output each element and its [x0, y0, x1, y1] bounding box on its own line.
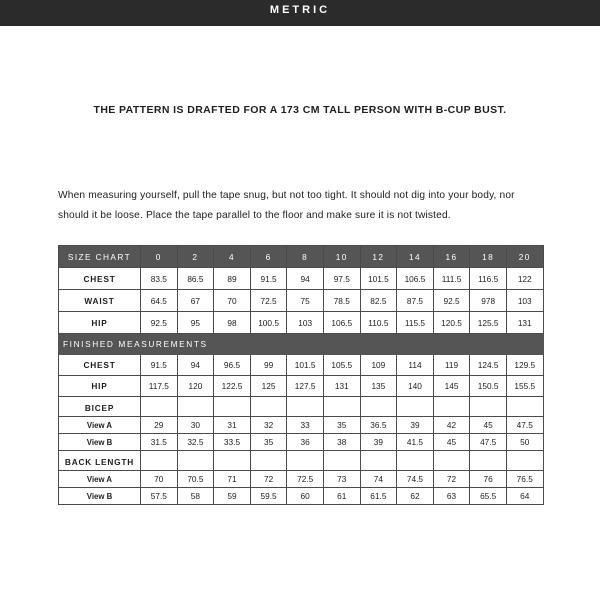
table-cell: 47.5: [506, 417, 543, 434]
table-cell: 120: [177, 376, 214, 397]
table-cell: 122: [506, 268, 543, 290]
table-cell: 72: [250, 471, 287, 488]
size-header: 16: [433, 246, 470, 268]
table-cell: 67: [177, 290, 214, 312]
table-cell: 97.5: [323, 268, 360, 290]
table-cell: 45: [470, 417, 507, 434]
size-header: 8: [287, 246, 324, 268]
bicep-view-a-row: [59, 417, 544, 434]
table-cell: 89: [214, 268, 251, 290]
table-cell: 33: [287, 417, 324, 434]
table-cell: 61: [323, 488, 360, 505]
row-label: View B: [59, 488, 141, 505]
table-cell: 76: [470, 471, 507, 488]
instructions-line-2: should it be loose. Place the tape parallel to the floor and make sure it is not twisted.: [58, 210, 451, 221]
table-cell: 32: [250, 417, 287, 434]
table-cell: 76.5: [506, 471, 543, 488]
table-cell: 47.5: [470, 434, 507, 451]
table-cell: 131: [506, 312, 543, 334]
table-cell: 59: [214, 488, 251, 505]
finished-hip-row: [59, 376, 544, 397]
table-cell: 57.5: [141, 488, 178, 505]
table-cell: 61.5: [360, 488, 397, 505]
table-cell: 109: [360, 355, 397, 376]
bicep-group-row: [59, 397, 544, 417]
size-chart-header-label: SIZE CHART: [59, 246, 141, 268]
table-cell: 94: [287, 268, 324, 290]
row-label: CHEST: [59, 355, 141, 376]
table-cell: 101.5: [360, 268, 397, 290]
table-cell: 110.5: [360, 312, 397, 334]
size-header: 18: [470, 246, 507, 268]
back-length-view-b-row: [59, 488, 544, 505]
table-cell: 106.5: [323, 312, 360, 334]
table-cell: 98: [214, 312, 251, 334]
table-cell: 32.5: [177, 434, 214, 451]
table-cell: 96.5: [214, 355, 251, 376]
table-cell: 70: [214, 290, 251, 312]
bicep-view-b-row: [59, 434, 544, 451]
table-cell: 106.5: [397, 268, 434, 290]
finished-chest-row: [59, 355, 544, 376]
page-title: METRIC: [269, 4, 331, 16]
size-chart-table: [58, 245, 544, 505]
table-cell: 86.5: [177, 268, 214, 290]
table-cell: 50: [506, 434, 543, 451]
size-header: 12: [360, 246, 397, 268]
table-cell: 92.5: [433, 290, 470, 312]
table-cell: 91.5: [141, 355, 178, 376]
table-cell: 119: [433, 355, 470, 376]
table-cell: 150.5: [470, 376, 507, 397]
table-cell: 125.5: [470, 312, 507, 334]
size-header: 0: [141, 246, 178, 268]
table-cell: 62: [397, 488, 434, 505]
table-cell: 73: [323, 471, 360, 488]
table-cell: 116.5: [470, 268, 507, 290]
table-cell: 74: [360, 471, 397, 488]
row-label: BICEP: [59, 397, 141, 417]
table-cell: 35: [323, 417, 360, 434]
table-cell: 60: [287, 488, 324, 505]
table-cell: 36: [287, 434, 324, 451]
instructions-line-1: When measuring yourself, pull the tape snug, but not too tight. It should not dig into your body, nor: [58, 190, 515, 201]
table-cell: 95: [177, 312, 214, 334]
table-cell: 140: [397, 376, 434, 397]
size-header: 4: [214, 246, 251, 268]
table-cell: 75: [287, 290, 324, 312]
table-cell: 41.5: [397, 434, 434, 451]
back-length-group-row: [59, 451, 544, 471]
table-cell: 42: [433, 417, 470, 434]
table-cell: 39: [360, 434, 397, 451]
size-header: 20: [506, 246, 543, 268]
finished-section-row: [59, 334, 544, 355]
table-cell: 33.5: [214, 434, 251, 451]
table-cell: 36.5: [360, 417, 397, 434]
table-cell: 94: [177, 355, 214, 376]
table-cell: 39: [397, 417, 434, 434]
table-cell: 63: [433, 488, 470, 505]
table-cell: 45: [433, 434, 470, 451]
size-header: 10: [323, 246, 360, 268]
table-cell: 38: [323, 434, 360, 451]
size-header-row: [59, 246, 544, 268]
table-cell: 100.5: [250, 312, 287, 334]
pattern-headline: THE PATTERN IS DRAFTED FOR A 173 CM TALL PERSON WITH B-CUP BUST.: [93, 104, 507, 116]
table-cell: 31.5: [141, 434, 178, 451]
body-hip-row: [59, 312, 544, 334]
table-cell: 127.5: [287, 376, 324, 397]
row-label: CHEST: [59, 268, 141, 290]
table-cell: 58: [177, 488, 214, 505]
table-cell: 30: [177, 417, 214, 434]
table-cell: 72: [433, 471, 470, 488]
table-cell: 125: [250, 376, 287, 397]
table-cell: 29: [141, 417, 178, 434]
table-cell: 145: [433, 376, 470, 397]
row-label: HIP: [59, 376, 141, 397]
size-header: 2: [177, 246, 214, 268]
table-cell: 83.5: [141, 268, 178, 290]
table-cell: 82.5: [360, 290, 397, 312]
table-cell: 105.5: [323, 355, 360, 376]
table-cell: 91.5: [250, 268, 287, 290]
row-label: WAIST: [59, 290, 141, 312]
table-cell: 131: [323, 376, 360, 397]
table-cell: 101.5: [287, 355, 324, 376]
row-label: View B: [59, 434, 141, 451]
table-cell: 59.5: [250, 488, 287, 505]
size-header: 6: [250, 246, 287, 268]
table-cell: 124.5: [470, 355, 507, 376]
row-label: BACK LENGTH: [59, 451, 141, 471]
table-cell: 99: [250, 355, 287, 376]
table-cell: 103: [506, 290, 543, 312]
row-label: HIP: [59, 312, 141, 334]
table-cell: 155.5: [506, 376, 543, 397]
row-label: View A: [59, 471, 141, 488]
table-cell: 71: [214, 471, 251, 488]
table-cell: 103: [287, 312, 324, 334]
row-label: View A: [59, 417, 141, 434]
table-cell: 92.5: [141, 312, 178, 334]
table-cell: 111.5: [433, 268, 470, 290]
table-cell: 114: [397, 355, 434, 376]
table-cell: 72.5: [287, 471, 324, 488]
table-cell: 87.5: [397, 290, 434, 312]
table-cell: 978: [470, 290, 507, 312]
table-cell: 78.5: [323, 290, 360, 312]
back-length-view-a-row: [59, 471, 544, 488]
table-cell: 115.5: [397, 312, 434, 334]
table-cell: 120.5: [433, 312, 470, 334]
table-cell: 117.5: [141, 376, 178, 397]
header-bar: [0, 0, 600, 26]
table-cell: 65.5: [470, 488, 507, 505]
table-cell: 122.5: [214, 376, 251, 397]
size-header: 14: [397, 246, 434, 268]
table-cell: 31: [214, 417, 251, 434]
body-waist-row: [59, 290, 544, 312]
table-cell: 129.5: [506, 355, 543, 376]
measuring-instructions: [58, 186, 548, 226]
table-cell: 64: [506, 488, 543, 505]
table-cell: 135: [360, 376, 397, 397]
table-cell: 64.5: [141, 290, 178, 312]
table-cell: 70.5: [177, 471, 214, 488]
finished-measurements-label: FINISHED MEASUREMENTS: [59, 334, 544, 355]
table-cell: 72.5: [250, 290, 287, 312]
table-cell: 70: [141, 471, 178, 488]
table-cell: 74.5: [397, 471, 434, 488]
table-cell: 35: [250, 434, 287, 451]
body-chest-row: [59, 268, 544, 290]
